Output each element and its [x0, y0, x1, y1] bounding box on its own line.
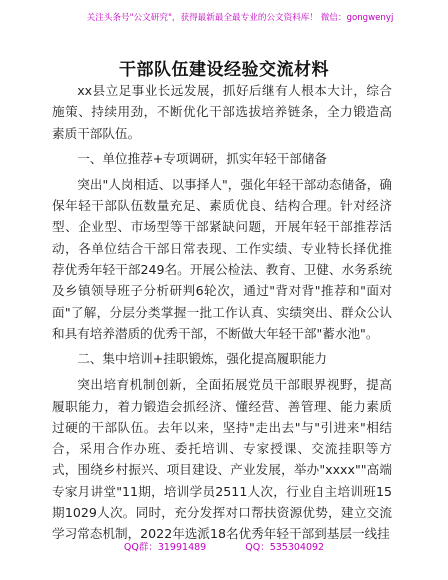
section2-heading: 二、集中培训+挂职锻炼，强化提高履职能力: [77, 351, 328, 367]
footer-contact: [0, 541, 448, 555]
section2-paragraph: 突出培育机制创新，全面拓展党员干部眼界视野，提高履职能力，着力锻造会抓经济、懂经营、善管理、能力素质过硬的干部队伍。去年以来，坚持"走出去"与"引进来"相结合，采用合作办班、委托培训、专家授课、交流挂职等方式，围绕乡村振兴、项目建设、产业发展，举办"xxxx""高端专家月讲堂"11期，培训学员2511人次，行业自主培训班15期1029人次。同时，充分发挥对口帮扶资源优势，建立交流学习常态机制，2022年选派18名优秀年轻干部到基层一线挂: [52, 377, 392, 542]
footer-qq-number: QQ：535304092: [245, 542, 325, 553]
footer-qq-group: QQ群：31991489: [123, 542, 207, 553]
section1-heading: 一、单位推荐+专项调研，抓实年轻干部储备: [77, 150, 328, 166]
header-promo-note: 关注头条号"公文研究"，获得最新最全最专业的公文资料库！ 微信：gongwenyj: [86, 13, 394, 23]
document-body: [52, 80, 392, 545]
section1-paragraph: 突出"人岗相适、以事择人"，强化年轻干部动态储备，确保年轻干部队伍数量充足、素质优良、结构合理。针对经济型、企业型、市场型等干部紧缺问题，开展年轻干部推荐活动，各单位结合干部日常表现、工作实绩、专业特长择优推荐优秀年轻干部249名。开展公检法、教育、卫健、水务系统及乡镇领导班子分析研判6轮次，通过"背对背"推荐和"面对面"了解，分层分类掌握一批工作认真、实绩突出、群众公认和具有培养潜质的优秀干部，不断做大年轻干部"蓄水池"。: [52, 176, 392, 341]
intro-paragraph: xx县立足事业长远发展，抓好后继有人根本大计，综合施策、持续用劲，不断优化干部选拔培养链条，全力锻造高素质干部队伍。: [52, 83, 392, 141]
document-title: 干部队伍建设经验交流材料: [119, 60, 329, 80]
